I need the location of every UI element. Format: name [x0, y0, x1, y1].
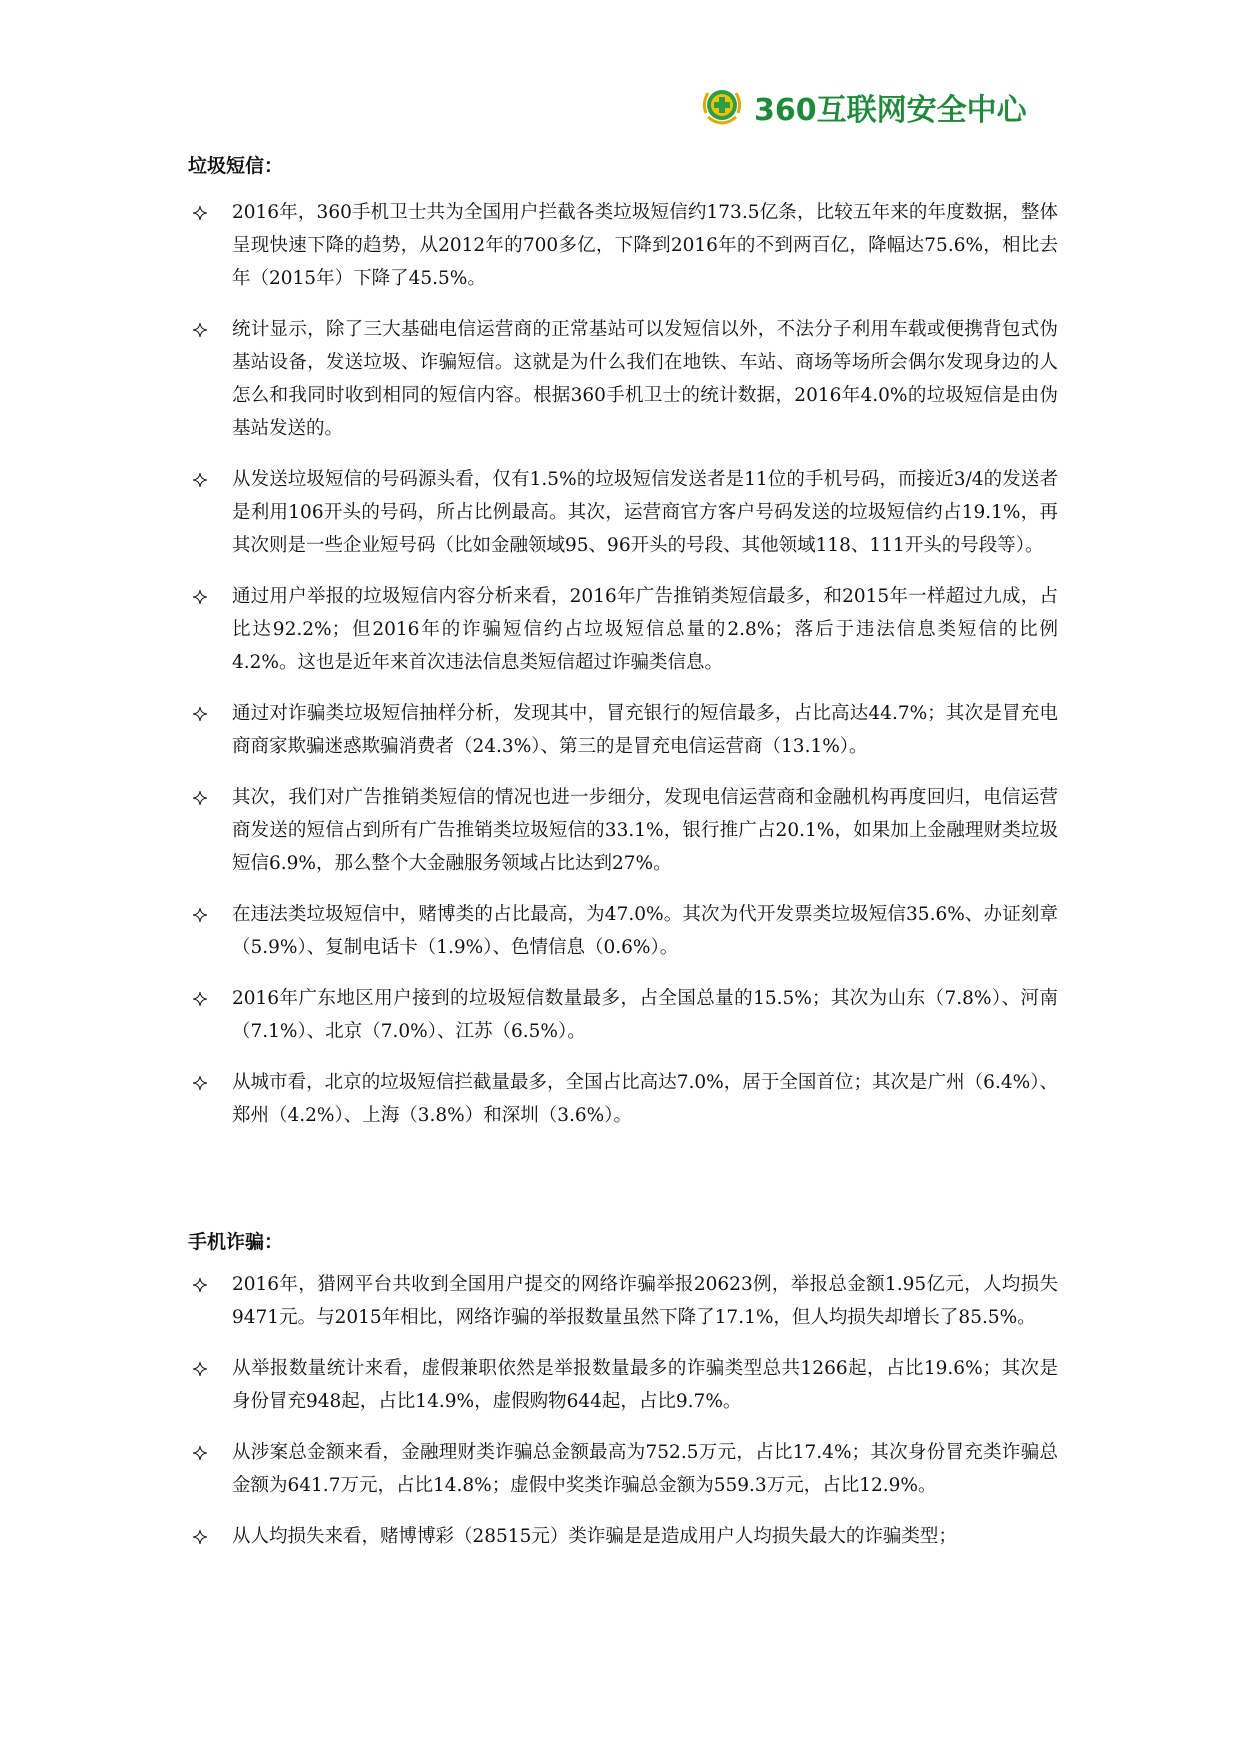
list-item	[188, 196, 1058, 295]
section-spam-sms	[188, 146, 1058, 1132]
list-item-text: 从人均损失来看，赌博博彩（28515元）类诈骗是是造成用户人均损失最大的诈骗类型；	[232, 1526, 957, 1547]
diamond-bullet-icon	[188, 1352, 212, 1385]
diamond-bullet-icon	[188, 898, 212, 931]
list-item-text: 2016年，360手机卫士共为全国用户拦截各类垃圾短信约173.5亿条，比较五年来的年度数据，整体呈现快速下降的趋势，从2012年的700多亿，下降到2016年的不到两百亿，降幅达75.6%，相比去年（2015年）下降了45.5%。	[232, 202, 1058, 289]
diamond-bullet-icon	[188, 313, 212, 346]
diamond-bullet-icon	[188, 463, 212, 496]
list-item-text: 其次，我们对广告推销类短信的情况也进一步细分，发现电信运营商和金融机构再度回归，电信运营商发送的短信占到所有广告推销类垃圾短信的33.1%，银行推广占20.1%，如果加上金融理财类垃圾短信6.9%，那么整个大金融服务领域占比达到27%。	[232, 787, 1058, 874]
section-phone-fraud	[188, 1222, 1058, 1553]
list-item-text: 通过用户举报的垃圾短信内容分析来看，2016年广告推销类短信最多，和2015年一样超过九成，占比达92.2%；但2016年的诈骗短信约占垃圾短信总量的2.8%；落后于违法信息类短信的比例4.2%。这也是近年来首次违法信息类短信超过诈骗类信息。	[232, 586, 1058, 673]
diamond-bullet-icon	[188, 697, 212, 730]
list-item	[188, 1520, 1058, 1553]
list-item-text: 从举报数量统计来看，虚假兼职依然是举报数量最多的诈骗类型总共1266起，占比19.6%；其次是身份冒充948起，占比14.9%，虚假购物644起，占比9.7%。	[232, 1358, 1058, 1412]
diamond-bullet-icon	[188, 1066, 212, 1099]
list-item-text: 从城市看，北京的垃圾短信拦截量最多，全国占比高达7.0%，居于全国首位；其次是广州（6.4%）、郑州（4.2%）、上海（3.8%）和深圳（3.6%）。	[232, 1072, 1058, 1126]
list-item	[188, 313, 1058, 445]
list-item-text: 从涉案总金额来看，金融理财类诈骗总金额最高为752.5万元，占比17.4%；其次身份冒充类诈骗总金额为641.7万元，占比14.8%；虚假中奖类诈骗总金额为559.3万元，占比12.9%。	[232, 1442, 1058, 1496]
list-item	[188, 1066, 1058, 1132]
bullet-list-phone-fraud	[188, 1268, 1058, 1553]
list-item-text: 在违法类垃圾短信中，赌博类的占比最高，为47.0%。其次为代开发票类垃圾短信35.6%、办证刻章（5.9%）、复制电话卡（1.9%）、色情信息（0.6%）。	[232, 904, 1058, 958]
list-item-text: 统计显示，除了三大基础电信运营商的正常基站可以发短信以外，不法分子利用车载或便携背包式伪基站设备，发送垃圾、诈骗短信。这就是为什么我们在地铁、车站、商场等场所会偶尔发现身边的人怎么和我同时收到相同的短信内容。根据360手机卫士的统计数据，2016年4.0%的垃圾短信是由伪基站发送的。	[232, 319, 1058, 439]
section-heading-phone-fraud: 手机诈骗：	[188, 1231, 284, 1253]
shield-cross-emblem-icon	[698, 83, 746, 131]
header-logo	[698, 82, 1058, 132]
document-body	[188, 146, 1058, 1571]
diamond-bullet-icon	[188, 1436, 212, 1469]
diamond-bullet-icon	[188, 982, 212, 1015]
list-item	[188, 1268, 1058, 1334]
diamond-bullet-icon	[188, 580, 212, 613]
list-item-text: 2016年，猎网平台共收到全国用户提交的网络诈骗举报20623例，举报总金额1.95亿元，人均损失9471元。与2015年相比，网络诈骗的举报数量虽然下降了17.1%，但人均损失却增长了85.5%。	[232, 1274, 1058, 1328]
diamond-bullet-icon	[188, 196, 212, 229]
logo-text: 360互联网安全中心	[754, 93, 1027, 128]
list-item	[188, 697, 1058, 763]
list-item	[188, 781, 1058, 880]
list-item	[188, 982, 1058, 1048]
section-heading-spam-sms: 垃圾短信：	[188, 155, 284, 177]
diamond-bullet-icon	[188, 781, 212, 814]
list-item-text: 从发送垃圾短信的号码源头看，仅有1.5%的垃圾短信发送者是11位的手机号码，而接近3/4的发送者是利用106开头的号码，所占比例最高。其次，运营商官方客户号码发送的垃圾短信约占19.1%，再其次则是一些企业短号码（比如金融领域95、96开头的号段、其他领域118、111开头的号段等）。	[232, 469, 1058, 556]
diamond-bullet-icon	[188, 1268, 212, 1301]
bullet-list-spam-sms	[188, 196, 1058, 1132]
list-item	[188, 580, 1058, 679]
list-item	[188, 898, 1058, 964]
diamond-bullet-icon	[188, 1520, 212, 1553]
section-spacer	[188, 1150, 1058, 1222]
list-item	[188, 463, 1058, 562]
list-item-text: 2016年广东地区用户接到的垃圾短信数量最多，占全国总量的15.5%；其次为山东（7.8%）、河南（7.1%）、北京（7.0%）、江苏（6.5%）。	[232, 988, 1058, 1042]
list-item-text: 通过对诈骗类垃圾短信抽样分析，发现其中，冒充银行的短信最多，占比高达44.7%；其次是冒充电商商家欺骗迷惑欺骗消费者（24.3%）、第三的是冒充电信运营商（13.1%）。	[232, 703, 1058, 757]
list-item	[188, 1352, 1058, 1418]
list-item	[188, 1436, 1058, 1502]
